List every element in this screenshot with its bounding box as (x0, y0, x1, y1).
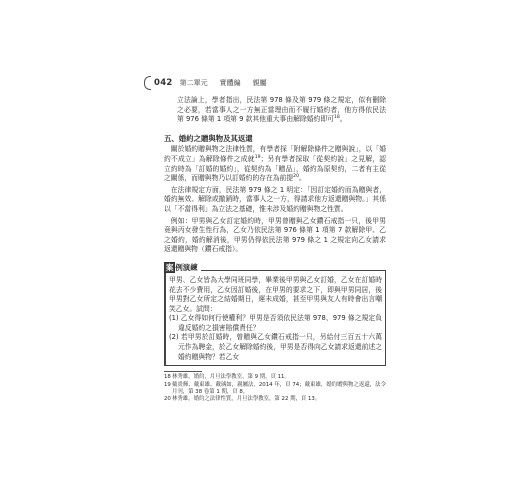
part-label: 實體編 (219, 79, 241, 87)
footnote-number: 19 (164, 381, 171, 388)
unit-label: 第二單元 (179, 79, 208, 87)
running-header (144, 76, 267, 90)
paragraph-text: 。 (299, 174, 306, 183)
intro-paragraph (177, 96, 386, 125)
paragraph-text: 關於婚約贈與物之法律性質，有學者採「附解除條件之贈與說」，以「婚約不成立」為解除條件之成就 (164, 145, 386, 163)
case-label-row (164, 263, 386, 273)
section-heading: 五、婚約之贈與物及其返還 (164, 133, 253, 143)
footnotes (164, 374, 386, 404)
case-question-1: (1) 乙女得如何行使權利？甲男是否須依民法第 978、979 條之規定負違反婚約之損害賠償責任？ (169, 314, 382, 332)
case-facts: 甲男、乙女皆為大學同班同學，畢業後甲男與乙女訂婚，乙女在訂婚時花去不少費用，乙女因訂婚後，在甲男的要求之下，即與甲男同居，後甲男對乙女所定之結婚期日，遲未成婚，甚至甲男與友人有時會出言嘲笑乙女。試問： (169, 275, 382, 313)
case-exercise-label: 案例演練 (164, 263, 201, 273)
footnote-ref: 20 (293, 174, 299, 180)
footnote-ref: 18 (333, 115, 340, 121)
section-paragraph-2: 在法律規定方面，民法第 979 條之 1 明定：「因訂定婚約而為贈與者，婚約無效、解除或撤銷時，當事人之一方，得請求他方返還贈與物。」其係以「不當得利」為立法之基礎，惟未涉及婚約贈與物之性質。 (164, 185, 386, 213)
footnote (164, 374, 386, 381)
intro-end: 。 (339, 115, 347, 124)
footnote-text: 戴炎輝、戴東雄、戴瑀如，親屬法，2014 年，頁 74；戴東雄，婚約贈與物之返還，法令月刊，第 38 卷第 1 期，頁 8。 (172, 381, 386, 396)
footnote-text: 林秀雄，婚約，月旦法學教室，第 9 期，頁 11。 (172, 374, 290, 381)
main-text-column (164, 96, 386, 404)
footnote-number: 18 (164, 374, 171, 381)
case-question-2: (2) 若甲男於訂婚時，曾贈與乙女鑽石戒指一只，另給付三百五十六萬元作為聘金，於乙女解除婚約後，甲男是否得向乙女請求返還前述之婚約贈與物？若乙女 (169, 333, 382, 361)
footnote-divider (164, 371, 202, 372)
case-exercise-box (164, 270, 386, 366)
paragraph-text: ；另有學者採取「從契約說」之見解，認立約時為「訂婚的婚約」，從契約為「贈品」，婚約為原契約，二者有主從之關係，而贈與物乃以訂婚約的存在為前提 (164, 154, 387, 183)
page-number: 042 (154, 78, 173, 88)
footnote-ref: 19 (254, 154, 261, 160)
footnote-number: 20 (164, 396, 171, 403)
footnote-text: 林秀雄，婚約之法律性質，月旦法學教室，第 22 期，頁 13。 (172, 396, 321, 403)
intro-text: 立法論上，學者指出，民法第 978 條及第 979 條之規定，似有刪除之必要，若當事人之一方無正當理由而不履行婚約者，他方得依民法第 976 條第 1 項第 9 款其他重大事由解除婚約即可 (177, 96, 386, 124)
page-number-ornament-icon (144, 76, 151, 90)
section-paragraph-1 (164, 145, 386, 183)
section-paragraph-3: 例如：甲男與乙女訂定婚約時，甲男曾贈與乙女鑽石戒指一只，後甲男竟與丙女發生性行為，乙女乃依民法第 976 條第 1 項第 7 款解除甲、乙之婚約，婚約解消後，甲男仍得依民法第 979 條之 1 之規定向乙女請求返還贈與物（鑽石戒指）。 (164, 216, 386, 254)
chapter-label: 親屬 (252, 79, 267, 87)
footnote (164, 382, 386, 397)
footnote (164, 396, 386, 403)
